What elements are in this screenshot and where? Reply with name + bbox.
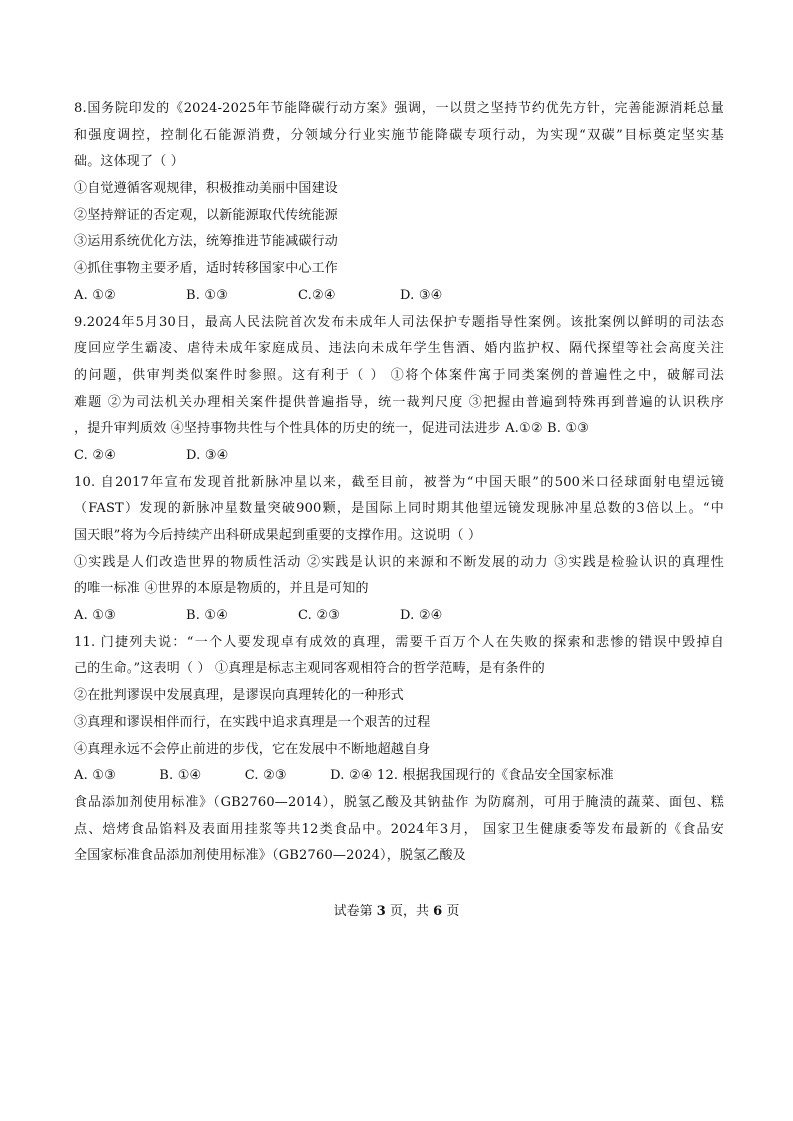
option-b: B. ①③: [186, 287, 229, 303]
option-d: D. ③④: [400, 287, 443, 303]
question-10-line: ①实践是人们改造世界的物质性活动 ②实践是认识的来源和不断发展的动力 ③实践是检验认识的真理性: [74, 554, 724, 570]
footer-middle: 页，共: [389, 904, 429, 919]
option-d: D. ③④: [186, 447, 229, 463]
question-11-line: 11. 门捷列夫说：“一个人要发现卓有成效的真理，需要千百万个人在失败的探索和悲惨的错误中毁掉自: [74, 634, 724, 650]
question-10-line: 的唯一标准 ④世界的本原是物质的，并且是可知的: [74, 581, 369, 597]
question-8-item: ①自觉遵循客观规律，积极推动美丽中国建设: [74, 181, 339, 197]
question-11-line: 己的生命。”这表明（ ） ①真理是标志主观同客观相符合的哲学范畴，是有条件的: [74, 661, 546, 677]
question-9-line: 度回应学生霸凌、虐待未成年家庭成员、违法向未成年学生售酒、婚内监护权、隔代探望等社会高度关注: [74, 341, 724, 357]
question-9-options: [74, 443, 724, 470]
question-9: [74, 310, 724, 470]
question-9-line: ，提升审判质效 ④坚持事物共性与个性具体的历史的统一，促进司法进步 A.①② B. ①③: [74, 421, 590, 437]
footer-prefix: 试卷第: [333, 904, 373, 919]
question-9-line: 难题 ②为司法机关办理相关案件提供普遍指导，统一裁判尺度 ③把握由普遍到特殊再到普遍的认识秩序: [74, 394, 724, 410]
question-11-line: ②在批判谬误中发展真理，是谬误向真理转化的一种形式: [74, 688, 405, 704]
question-11-line: ③真理和谬误相伴而行，在实践中追求真理是一个艰苦的过程: [74, 714, 431, 730]
option-c: C. ②④: [74, 447, 117, 463]
question-10: [74, 470, 724, 630]
page-content: [74, 96, 724, 870]
footer-total-pages: 6: [433, 904, 443, 919]
question-11-line: ④真理永远不会停止前进的步伐，它在发展中不断地超越自身: [74, 741, 431, 757]
question-8-options: [74, 283, 724, 310]
question-8-stem-line: 8.国务院印发的《2024-2025年节能降碳行动方案》强调，一以贯之坚持节约优先方针，完善能源消耗总量: [74, 101, 724, 116]
question-9-line: 9.2024年5月30日，最高人民法院首次发布未成年人司法保护专题指导性案例。该批案例以鲜明的司法态: [74, 314, 724, 330]
question-12: [74, 790, 724, 870]
question-12-line: 点、焙烤食品馅料及表面用挂浆等共12类食品中。2024年3月， 国家卫生健康委等发布最新的《食品安: [74, 821, 724, 837]
page-footer: [0, 900, 793, 919]
question-11: [74, 630, 724, 790]
option-a: A. ①③: [74, 608, 116, 624]
option-a: A. ①②: [74, 287, 116, 303]
footer-suffix: 页: [446, 904, 460, 919]
footer-page-number: 3: [376, 904, 386, 919]
question-9-line: 的问题，供审判类似案件时参照。这有利于（ ） ①将个体案件寓于同类案例的普遍性之中，破解司法: [74, 367, 724, 383]
option-c: C.②④: [298, 287, 336, 303]
question-8-stem-line: 和强度调控，控制化石能源消费，分领域分行业实施节能降碳专项行动，为实现“双碳”目标奠定坚实基: [74, 127, 724, 143]
question-12-line: 食品添加剂使用标准》（GB2760—2014），脱氢乙酸及其钠盐作 为防腐剂，可用于腌渍的蔬菜、面包、糕: [74, 794, 724, 810]
question-10-options: [74, 603, 724, 630]
option-d: D. ②④: [400, 608, 443, 624]
question-11-options: A. ①③ B. ①④ C. ②③ D. ②④ 12. 根据我国现行的《食品安全国家标准: [74, 768, 614, 784]
question-8-item: ②坚持辩证的否定观，以新能源取代传统能源: [74, 207, 339, 223]
question-8: [74, 96, 724, 310]
option-c: C. ②③: [298, 608, 341, 624]
option-b: B. ①④: [186, 608, 229, 624]
question-10-line: 10. 自2017年宣布发现首批新脉冲星以来，截至目前，被誉为“中国天眼”的500米口径球面射电望远镜: [74, 474, 724, 490]
question-10-line: （FAST）发现的新脉冲星数量突破900颗，是国际上同时期其他望远镜发现脉冲星总数的3倍以上。“中: [74, 501, 724, 517]
question-8-stem-line: 础。这体现了（ ）: [74, 154, 184, 170]
question-10-line: 国天眼”将为今后持续产出科研成果起到重要的支撑作用。这说明（ ）: [74, 528, 482, 543]
question-8-item: ④抓住事物主要矛盾，适时转移国家中心工作: [74, 261, 339, 277]
question-8-item: ③运用系统优化方法，统筹推进节能减碳行动: [74, 234, 339, 250]
question-12-line: 全国家标准食品添加剂使用标准》（GB2760—2024），脱氢乙酸及: [74, 848, 466, 864]
